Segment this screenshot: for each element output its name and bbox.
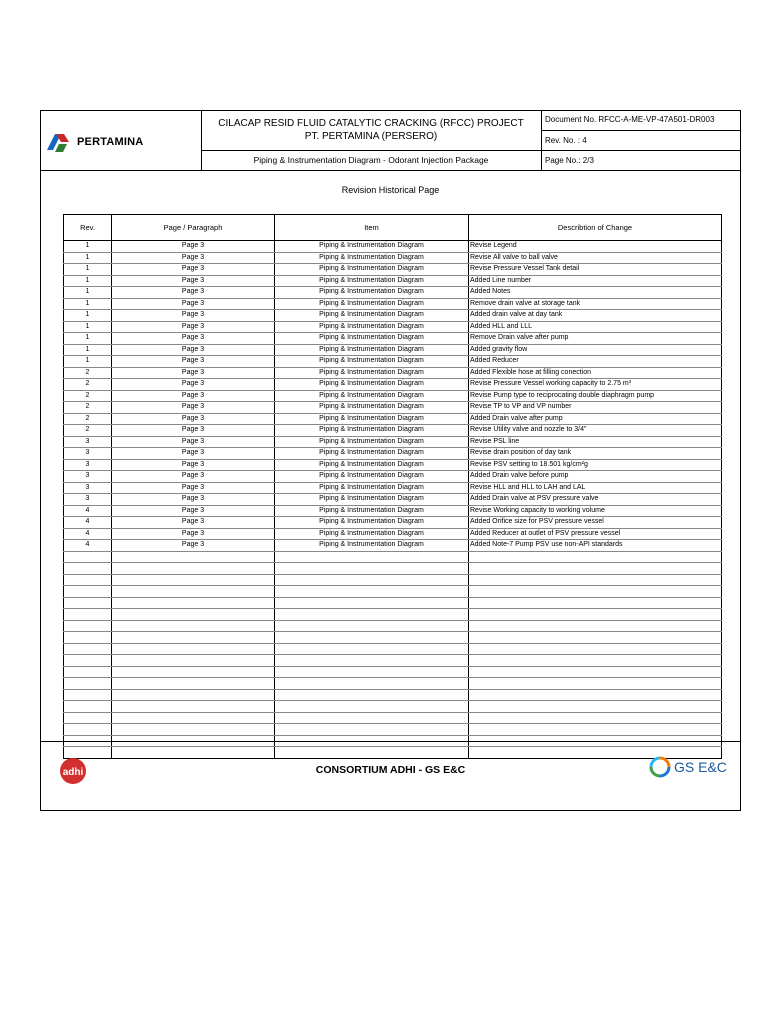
cell-rev bbox=[64, 643, 112, 655]
table-row bbox=[64, 494, 722, 506]
table-row bbox=[64, 390, 722, 402]
document-footer bbox=[41, 741, 740, 811]
table-row bbox=[64, 528, 722, 540]
cell-description: Revise Pressure Vessel working capacity to 2.75 m³ bbox=[469, 379, 722, 391]
table-row bbox=[64, 482, 722, 494]
cell-page: Page 3 bbox=[112, 379, 275, 391]
cell-description bbox=[469, 655, 722, 667]
cell-page: Page 3 bbox=[112, 356, 275, 368]
cell-page: Page 3 bbox=[112, 241, 275, 253]
cell-item bbox=[275, 551, 469, 563]
cell-rev: 1 bbox=[64, 287, 112, 299]
cell-page bbox=[112, 586, 275, 598]
cell-description: Revise PSL line bbox=[469, 436, 722, 448]
cell-item bbox=[275, 620, 469, 632]
cell-item bbox=[275, 689, 469, 701]
cell-description bbox=[469, 586, 722, 598]
table-row bbox=[64, 264, 722, 276]
cell-description: Added Drain valve after pump bbox=[469, 413, 722, 425]
cell-page: Page 3 bbox=[112, 344, 275, 356]
cell-item bbox=[275, 563, 469, 575]
cell-item bbox=[275, 586, 469, 598]
cell-page: Page 3 bbox=[112, 252, 275, 264]
cell-description: Added Notes bbox=[469, 287, 722, 299]
cell-item: Piping & Instrumentation Diagram bbox=[275, 436, 469, 448]
cell-rev: 2 bbox=[64, 402, 112, 414]
cell-page: Page 3 bbox=[112, 321, 275, 333]
revision-table bbox=[63, 214, 722, 759]
cell-item bbox=[275, 655, 469, 667]
table-row bbox=[64, 425, 722, 437]
cell-rev: 4 bbox=[64, 517, 112, 529]
gs-logo-text: GS E&C bbox=[674, 759, 727, 775]
table-row-empty bbox=[64, 632, 722, 644]
cell-item bbox=[275, 643, 469, 655]
cell-item bbox=[275, 712, 469, 724]
cell-page bbox=[112, 563, 275, 575]
cell-page bbox=[112, 643, 275, 655]
cell-description bbox=[469, 666, 722, 678]
table-row bbox=[64, 367, 722, 379]
table-row-empty bbox=[64, 678, 722, 690]
cell-page: Page 3 bbox=[112, 264, 275, 276]
table-row-empty bbox=[64, 586, 722, 598]
table-row-empty bbox=[64, 643, 722, 655]
cell-description bbox=[469, 724, 722, 736]
cell-item: Piping & Instrumentation Diagram bbox=[275, 517, 469, 529]
cell-rev: 1 bbox=[64, 241, 112, 253]
gs-logo bbox=[649, 756, 727, 778]
cell-rev bbox=[64, 689, 112, 701]
column-header-page: Page / Paragraph bbox=[112, 215, 275, 241]
cell-description: Remove drain valve at storage tank bbox=[469, 298, 722, 310]
cell-rev: 3 bbox=[64, 482, 112, 494]
cell-rev: 1 bbox=[64, 333, 112, 345]
cell-item: Piping & Instrumentation Diagram bbox=[275, 494, 469, 506]
cell-page: Page 3 bbox=[112, 425, 275, 437]
column-header-item: Item bbox=[275, 215, 469, 241]
cell-page: Page 3 bbox=[112, 436, 275, 448]
cell-description: Added gravity flow bbox=[469, 344, 722, 356]
cell-item: Piping & Instrumentation Diagram bbox=[275, 275, 469, 287]
cell-description bbox=[469, 620, 722, 632]
table-row bbox=[64, 379, 722, 391]
cell-rev bbox=[64, 666, 112, 678]
company-logo-text: PERTAMINA bbox=[77, 136, 144, 148]
cell-description bbox=[469, 597, 722, 609]
cell-rev bbox=[64, 724, 112, 736]
cell-description bbox=[469, 574, 722, 586]
cell-description: Added Orifice size for PSV pressure vessel bbox=[469, 517, 722, 529]
cell-item bbox=[275, 701, 469, 713]
table-row bbox=[64, 356, 722, 368]
cell-page: Page 3 bbox=[112, 471, 275, 483]
cell-page: Page 3 bbox=[112, 310, 275, 322]
cell-page: Page 3 bbox=[112, 448, 275, 460]
cell-description: Added Drain valve at PSV pressure valve bbox=[469, 494, 722, 506]
cell-item: Piping & Instrumentation Diagram bbox=[275, 379, 469, 391]
table-row bbox=[64, 413, 722, 425]
table-row bbox=[64, 505, 722, 517]
table-row-empty bbox=[64, 551, 722, 563]
table-row-empty bbox=[64, 574, 722, 586]
table-row bbox=[64, 241, 722, 253]
cell-page: Page 3 bbox=[112, 505, 275, 517]
cell-rev: 1 bbox=[64, 275, 112, 287]
table-row bbox=[64, 448, 722, 460]
document-header bbox=[41, 111, 740, 170]
cell-page bbox=[112, 689, 275, 701]
cell-description: Revise HLL and HLL to LAH and LAL bbox=[469, 482, 722, 494]
table-row bbox=[64, 275, 722, 287]
table-row-empty bbox=[64, 655, 722, 667]
table-row bbox=[64, 459, 722, 471]
cell-description: Revise PSV setting to 18.501 kg/cm²g bbox=[469, 459, 722, 471]
cell-item: Piping & Instrumentation Diagram bbox=[275, 505, 469, 517]
cell-item: Piping & Instrumentation Diagram bbox=[275, 425, 469, 437]
cell-item: Piping & Instrumentation Diagram bbox=[275, 264, 469, 276]
cell-page bbox=[112, 574, 275, 586]
cell-rev: 3 bbox=[64, 436, 112, 448]
cell-item bbox=[275, 609, 469, 621]
cell-page: Page 3 bbox=[112, 287, 275, 299]
cell-item bbox=[275, 666, 469, 678]
cell-item bbox=[275, 597, 469, 609]
cell-item bbox=[275, 724, 469, 736]
column-header-description: Describtion of Change bbox=[469, 215, 722, 241]
cell-description bbox=[469, 563, 722, 575]
table-row-empty bbox=[64, 701, 722, 713]
cell-item: Piping & Instrumentation Diagram bbox=[275, 310, 469, 322]
cell-description: Revise drain position of day tank bbox=[469, 448, 722, 460]
cell-rev: 4 bbox=[64, 540, 112, 552]
table-row bbox=[64, 471, 722, 483]
cell-page: Page 3 bbox=[112, 528, 275, 540]
cell-rev: 3 bbox=[64, 448, 112, 460]
consortium-name: CONSORTIUM ADHI - GS E&C bbox=[315, 764, 466, 776]
document-sheet bbox=[40, 110, 741, 811]
table-row bbox=[64, 287, 722, 299]
cell-rev: 1 bbox=[64, 264, 112, 276]
cell-rev: 2 bbox=[64, 379, 112, 391]
cell-rev: 4 bbox=[64, 528, 112, 540]
cell-description: Revise Working capacity to working volume bbox=[469, 505, 722, 517]
pertamina-logo bbox=[45, 130, 143, 154]
cell-description bbox=[469, 609, 722, 621]
cell-description bbox=[469, 632, 722, 644]
page-number: Page No.: 2/3 bbox=[541, 151, 740, 170]
project-title bbox=[201, 111, 541, 151]
table-row bbox=[64, 540, 722, 552]
table-row-empty bbox=[64, 689, 722, 701]
cell-item bbox=[275, 632, 469, 644]
cell-page: Page 3 bbox=[112, 390, 275, 402]
cell-rev bbox=[64, 574, 112, 586]
cell-page: Page 3 bbox=[112, 482, 275, 494]
cell-description: Revise Pump type to reciprocating double diaphragm pump bbox=[469, 390, 722, 402]
cell-description: Added Reducer bbox=[469, 356, 722, 368]
cell-description: Added Reducer at outlet of PSV pressure vessel bbox=[469, 528, 722, 540]
cell-page bbox=[112, 597, 275, 609]
table-row bbox=[64, 517, 722, 529]
cell-description bbox=[469, 551, 722, 563]
cell-item: Piping & Instrumentation Diagram bbox=[275, 321, 469, 333]
cell-item: Piping & Instrumentation Diagram bbox=[275, 344, 469, 356]
cell-rev bbox=[64, 632, 112, 644]
cell-description: Added drain valve at day tank bbox=[469, 310, 722, 322]
cell-page: Page 3 bbox=[112, 333, 275, 345]
cell-description: Revise Utility valve and nozzle to 3/4" bbox=[469, 425, 722, 437]
cell-item: Piping & Instrumentation Diagram bbox=[275, 252, 469, 264]
cell-rev bbox=[64, 678, 112, 690]
cell-page bbox=[112, 655, 275, 667]
cell-item: Piping & Instrumentation Diagram bbox=[275, 482, 469, 494]
table-row bbox=[64, 344, 722, 356]
cell-rev bbox=[64, 620, 112, 632]
table-row bbox=[64, 298, 722, 310]
table-row-empty bbox=[64, 712, 722, 724]
document-title: Piping & Instrumentation Diagram - Odorant Injection Package bbox=[253, 155, 489, 165]
cell-description: Revise All valve to ball valve bbox=[469, 252, 722, 264]
cell-rev bbox=[64, 609, 112, 621]
cell-item: Piping & Instrumentation Diagram bbox=[275, 356, 469, 368]
cell-rev: 3 bbox=[64, 494, 112, 506]
cell-rev: 1 bbox=[64, 356, 112, 368]
cell-description: Added Drain valve before pump bbox=[469, 471, 722, 483]
cell-page bbox=[112, 724, 275, 736]
cell-item: Piping & Instrumentation Diagram bbox=[275, 413, 469, 425]
cell-item: Piping & Instrumentation Diagram bbox=[275, 540, 469, 552]
gs-logo-icon bbox=[649, 756, 671, 778]
table-row bbox=[64, 321, 722, 333]
cell-rev: 2 bbox=[64, 390, 112, 402]
table-row-empty bbox=[64, 597, 722, 609]
cell-page: Page 3 bbox=[112, 275, 275, 287]
table-row-empty bbox=[64, 666, 722, 678]
cell-rev bbox=[64, 586, 112, 598]
cell-item: Piping & Instrumentation Diagram bbox=[275, 459, 469, 471]
revision-table-body bbox=[64, 241, 722, 759]
table-header-row bbox=[64, 215, 722, 241]
cell-description: Revise Legend bbox=[469, 241, 722, 253]
cell-rev bbox=[64, 701, 112, 713]
cell-item: Piping & Instrumentation Diagram bbox=[275, 390, 469, 402]
cell-item: Piping & Instrumentation Diagram bbox=[275, 471, 469, 483]
cell-item: Piping & Instrumentation Diagram bbox=[275, 402, 469, 414]
cell-page: Page 3 bbox=[112, 494, 275, 506]
cell-description bbox=[469, 643, 722, 655]
cell-description: Added Flexible hose at filling conection bbox=[469, 367, 722, 379]
revision-title: Revision Historical Page bbox=[341, 185, 440, 195]
table-row-empty bbox=[64, 563, 722, 575]
table-row bbox=[64, 436, 722, 448]
cell-rev bbox=[64, 712, 112, 724]
cell-page bbox=[112, 632, 275, 644]
cell-description: Remove Drain valve after pump bbox=[469, 333, 722, 345]
cell-rev: 3 bbox=[64, 459, 112, 471]
cell-item: Piping & Instrumentation Diagram bbox=[275, 448, 469, 460]
cell-page bbox=[112, 609, 275, 621]
cell-item: Piping & Instrumentation Diagram bbox=[275, 367, 469, 379]
cell-rev: 1 bbox=[64, 298, 112, 310]
cell-rev bbox=[64, 551, 112, 563]
cell-description: Added Note-7 Pump PSV use non-API standards bbox=[469, 540, 722, 552]
cell-page bbox=[112, 551, 275, 563]
cell-page: Page 3 bbox=[112, 367, 275, 379]
cell-item: Piping & Instrumentation Diagram bbox=[275, 528, 469, 540]
cell-description bbox=[469, 701, 722, 713]
project-title-line1: CILACAP RESID FLUID CATALYTIC CRACKING (RFCC) PROJECT bbox=[218, 118, 524, 129]
cell-page: Page 3 bbox=[112, 459, 275, 471]
table-row bbox=[64, 252, 722, 264]
cell-page: Page 3 bbox=[112, 298, 275, 310]
cell-rev bbox=[64, 563, 112, 575]
cell-page: Page 3 bbox=[112, 540, 275, 552]
cell-rev bbox=[64, 655, 112, 667]
cell-rev bbox=[64, 597, 112, 609]
table-row-empty bbox=[64, 609, 722, 621]
cell-page bbox=[112, 678, 275, 690]
cell-description bbox=[469, 712, 722, 724]
cell-item: Piping & Instrumentation Diagram bbox=[275, 287, 469, 299]
cell-rev: 3 bbox=[64, 471, 112, 483]
document-number: Document No. RFCC-A-ME-VP-47A501-DR003 bbox=[541, 111, 740, 131]
cell-item bbox=[275, 678, 469, 690]
cell-rev: 1 bbox=[64, 252, 112, 264]
cell-page: Page 3 bbox=[112, 402, 275, 414]
header-divider bbox=[41, 170, 740, 171]
cell-rev: 2 bbox=[64, 367, 112, 379]
company-logo-cell bbox=[41, 111, 202, 170]
cell-item: Piping & Instrumentation Diagram bbox=[275, 241, 469, 253]
pertamina-logo-icon bbox=[45, 130, 75, 154]
cell-rev: 2 bbox=[64, 425, 112, 437]
adhi-logo-text: adhi bbox=[62, 767, 84, 778]
cell-description: Added Line number bbox=[469, 275, 722, 287]
table-row-empty bbox=[64, 620, 722, 632]
cell-item: Piping & Instrumentation Diagram bbox=[275, 333, 469, 345]
cell-rev: 1 bbox=[64, 321, 112, 333]
project-title-line2: PT. PERTAMINA (PERSERO) bbox=[304, 131, 438, 142]
cell-description bbox=[469, 678, 722, 690]
table-row bbox=[64, 333, 722, 345]
table-row bbox=[64, 310, 722, 322]
cell-item bbox=[275, 574, 469, 586]
cell-item: Piping & Instrumentation Diagram bbox=[275, 298, 469, 310]
revision-number: Rev. No. : 4 bbox=[541, 131, 740, 151]
cell-description bbox=[469, 689, 722, 701]
cell-page bbox=[112, 712, 275, 724]
cell-page bbox=[112, 620, 275, 632]
cell-page: Page 3 bbox=[112, 413, 275, 425]
cell-description: Added HLL and LLL bbox=[469, 321, 722, 333]
cell-rev: 1 bbox=[64, 344, 112, 356]
cell-page bbox=[112, 701, 275, 713]
cell-rev: 4 bbox=[64, 505, 112, 517]
cell-rev: 2 bbox=[64, 413, 112, 425]
cell-rev: 1 bbox=[64, 310, 112, 322]
cell-description: Revise TP to VP and VP number bbox=[469, 402, 722, 414]
cell-page: Page 3 bbox=[112, 517, 275, 529]
table-row-empty bbox=[64, 724, 722, 736]
cell-page bbox=[112, 666, 275, 678]
column-header-rev: Rev. bbox=[64, 215, 112, 241]
table-row bbox=[64, 402, 722, 414]
cell-description: Revise Pressure Vessel Tank detail bbox=[469, 264, 722, 276]
